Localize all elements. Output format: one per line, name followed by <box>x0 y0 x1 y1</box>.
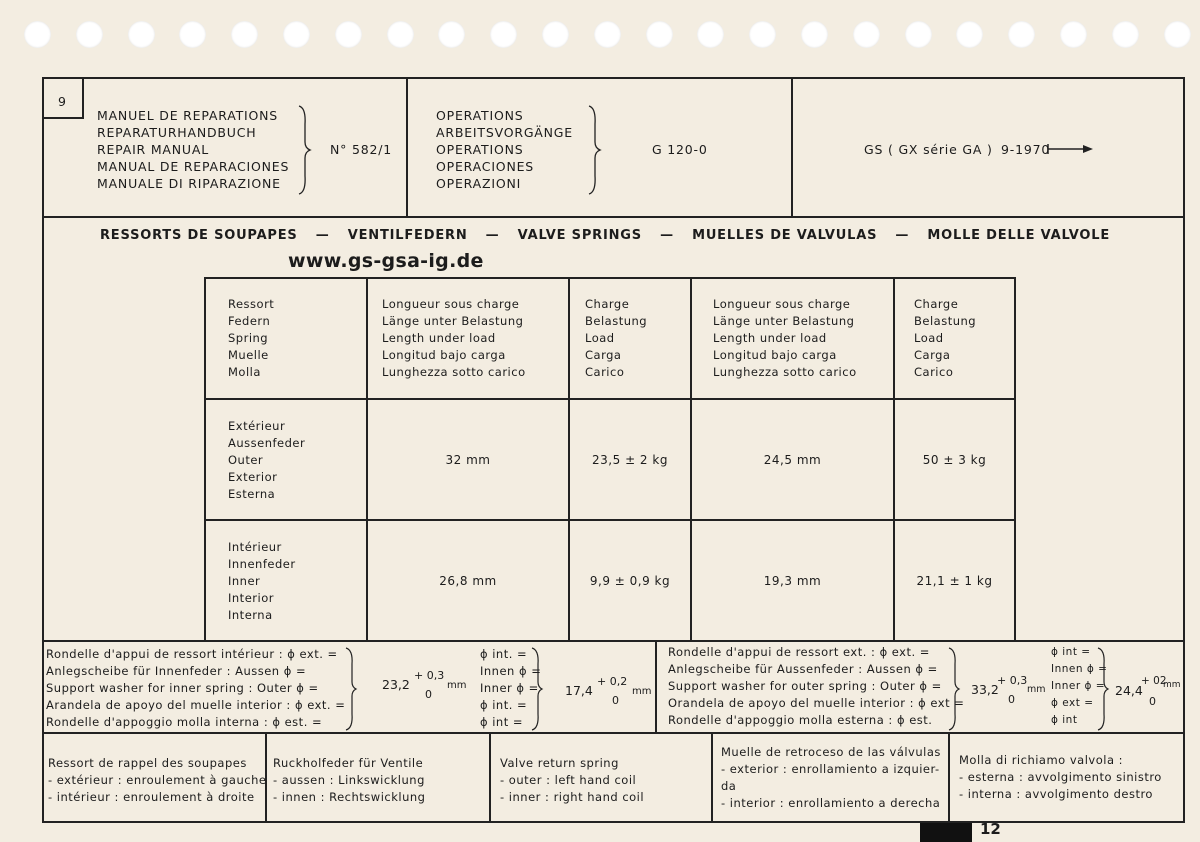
interior-load-2: 21,1 ± 1 kg <box>916 573 993 588</box>
outer-washer-outer-tol-minus: 0 <box>1008 693 1015 706</box>
inner-washer-outer-tol-plus: + 0,3 <box>414 669 445 682</box>
arrow-right-icon <box>1047 142 1097 156</box>
header-cell-length-1 <box>382 296 526 381</box>
header-text: Lunghezza sotto carico <box>713 365 857 379</box>
date: 9-1970 <box>1001 142 1051 157</box>
header-text: Longitud bajo carga <box>382 348 506 362</box>
row-label-text: Inner <box>228 574 261 588</box>
washer-brace-3 <box>947 646 961 732</box>
model: GS ( GX série GA ) <box>864 142 993 157</box>
binder-hole <box>956 21 983 48</box>
return-spring-es <box>721 744 941 812</box>
washer-int-line: ϕ ext = <box>1051 697 1094 709</box>
return-spring-en <box>500 755 644 806</box>
binder-hole <box>231 21 258 48</box>
washer-int-line: ϕ int = <box>1051 646 1091 658</box>
title-it: MOLLE DELLE VALVOLE <box>927 228 1110 243</box>
website-watermark: www.gs-gsa-ig.de <box>288 250 484 272</box>
washer-line: Anlegscheibe für Aussenfeder : Aussen ϕ = <box>668 662 938 676</box>
return-line: Muelle de retroceso de las válvulas <box>721 745 941 759</box>
binder-hole <box>1060 21 1087 48</box>
outer-washer-inner-unit: mm <box>1163 680 1181 690</box>
row-label-text: Intérieur <box>228 540 282 554</box>
binder-hole <box>1112 21 1139 48</box>
header-text: Charge <box>914 297 959 311</box>
return-line: - aussen : Linkswicklung <box>273 773 425 787</box>
header-text: Carico <box>585 365 625 379</box>
header-text: Carga <box>585 348 622 362</box>
binder-hole <box>335 21 362 48</box>
operations-title-es: OPERACIONES <box>436 159 535 174</box>
binder-hole <box>1008 21 1035 48</box>
title-dash-3: — <box>660 228 674 243</box>
return-line: - interior : enrollamiento a derecha <box>721 796 941 810</box>
return-line: - intérieur : enroulement à droite <box>48 790 255 804</box>
washer-line: Arandela de apoyo del muelle interior : ϕ ext. = <box>46 698 346 712</box>
return-line: - interna : avvolgimento destro <box>959 787 1153 801</box>
inner-washer-inner-tol-plus: + 0,2 <box>597 675 628 688</box>
washer-bottom-rule <box>42 732 1185 734</box>
outer-washer-inner-tol-minus: 0 <box>1149 695 1156 708</box>
header-text: Lunghezza sotto carico <box>382 365 526 379</box>
return-line: - innen : Rechtswicklung <box>273 790 426 804</box>
title-dash-1: — <box>315 228 330 243</box>
title-dash-2: — <box>485 228 500 243</box>
title-de: VENTILFEDERN <box>347 228 468 243</box>
header-text: Spring <box>228 331 269 345</box>
inner-washer-outer-tol-minus: 0 <box>425 688 432 701</box>
header-text: Carga <box>914 348 951 362</box>
manual-number: N° 582/1 <box>330 142 392 157</box>
washer-line: Orandela de apoyo del muelle interior : ϕ ext = <box>668 696 965 710</box>
washer-line: Rondelle d'appoggio molla esterna : ϕ est. <box>668 713 933 727</box>
exterior-load-1: 23,5 ± 2 kg <box>592 452 668 467</box>
row-label-text: Extérieur <box>228 419 286 433</box>
page-number-bar <box>920 823 972 842</box>
manual-title-it: MANUALE DI RIPARAZIONE <box>97 176 281 191</box>
binder-hole <box>905 21 932 48</box>
exterior-length-1: 32 mm <box>445 452 491 467</box>
binder-hole <box>179 21 206 48</box>
return-line: Molla di richiamo valvola : <box>959 753 1124 767</box>
page-number: 12 <box>980 820 1001 838</box>
return-divider-3 <box>711 732 713 823</box>
washer-int-line: Innen ϕ = <box>1051 663 1108 675</box>
return-line: - esterna : avvolgimento sinistro <box>959 770 1162 784</box>
binder-hole <box>594 21 621 48</box>
washer-top-rule <box>42 640 1185 642</box>
operations-title-it: OPERAZIONI <box>436 176 522 191</box>
washer-line: Rondelle d'appui de ressort intérieur : ϕ ext. = <box>46 647 338 661</box>
page-ref: 9 <box>58 94 67 109</box>
return-divider-2 <box>489 732 491 823</box>
header-text: Length under load <box>382 331 496 345</box>
row-label-text: Exterior <box>228 470 278 484</box>
return-line: - outer : left hand coil <box>500 773 637 787</box>
header-text: Belastung <box>914 314 977 328</box>
operation-code: G 120-0 <box>652 142 708 157</box>
interior-load-1: 9,9 ± 0,9 kg <box>589 573 671 588</box>
return-line: da <box>721 779 737 793</box>
outer-washer-outer-tol-plus: + 0,3 <box>997 674 1028 687</box>
manual-title-en: REPAIR MANUAL <box>97 142 209 157</box>
washer-int-line: ϕ int = <box>480 715 524 729</box>
header-divider-2 <box>791 77 793 218</box>
return-spring-fr <box>48 755 266 806</box>
binder-hole <box>387 21 414 48</box>
washer-line: Support washer for outer spring : Outer ϕ = <box>668 679 942 693</box>
header-text: Ressort <box>228 297 275 311</box>
return-spring-de <box>273 755 425 806</box>
row-label-exterior <box>228 418 305 503</box>
outer-washer-outer-unit: mm <box>1027 684 1046 695</box>
section-title <box>100 228 1110 243</box>
washer-int-line: ϕ int. = <box>480 647 528 661</box>
return-line: Ressort de rappel des soupapes <box>48 756 247 770</box>
inner-washer-lines <box>46 646 345 731</box>
outer-washer-outer-value: 33,2 <box>971 682 999 697</box>
washer-line: Anlegscheibe für Innenfeder : Aussen ϕ = <box>46 664 307 678</box>
header-text: Muelle <box>228 348 269 362</box>
header-text: Belastung <box>585 314 648 328</box>
washer-line: Rondelle d'appoggio molla interna : ϕ est. = <box>46 715 323 729</box>
washer-divider <box>655 640 657 733</box>
header-text: Load <box>585 331 615 345</box>
outer-washer-lines <box>668 644 964 729</box>
washer-line: Rondelle d'appui de ressort ext. : ϕ ext. = <box>668 645 930 659</box>
binder-hole <box>542 21 569 48</box>
inner-washer-outer-value: 23,2 <box>382 677 410 692</box>
washer-brace-2 <box>530 646 544 732</box>
inner-washer-inner-value: 17,4 <box>565 683 593 698</box>
row-label-interior <box>228 539 296 624</box>
outer-washer-inner-value: 24,4 <box>1115 683 1143 698</box>
header-brace-1 <box>296 104 312 196</box>
header-text: Load <box>914 331 944 345</box>
interior-length-1: 26,8 mm <box>439 573 497 588</box>
binder-hole <box>749 21 776 48</box>
outer-washer-inner-tol-plus: + 02 <box>1141 675 1167 687</box>
binder-hole <box>283 21 310 48</box>
washer-brace-4 <box>1096 646 1110 732</box>
inner-washer-inner-unit: mm <box>632 686 652 697</box>
manual-title-es: MANUAL DE REPARACIONES <box>97 159 290 174</box>
binder-hole <box>1164 21 1191 48</box>
row-label-text: Innenfeder <box>228 557 296 571</box>
header-text: Charge <box>585 297 630 311</box>
exterior-load-2: 50 ± 3 kg <box>922 452 987 467</box>
title-dash-4: — <box>895 228 910 243</box>
inner-washer-inner-tol-minus: 0 <box>612 694 619 707</box>
inner-washer-outer-unit: mm <box>447 680 467 691</box>
binder-hole <box>490 21 517 48</box>
header-text: Länge unter Belastung <box>382 314 524 328</box>
row-label-text: Interior <box>228 591 274 605</box>
return-divider-4 <box>948 732 950 823</box>
washer-int-line: Innen ϕ = <box>480 664 542 678</box>
washer-line: Support washer for inner spring : Outer ϕ = <box>46 681 319 695</box>
washer-brace-1 <box>344 646 358 732</box>
header-text: Molla <box>228 365 261 379</box>
return-line: - extérieur : enroulement à gauche <box>48 773 267 787</box>
binder-hole <box>697 21 724 48</box>
header-text: Länge unter Belastung <box>713 314 855 328</box>
binder-hole <box>438 21 465 48</box>
interior-length-2: 19,3 mm <box>763 573 822 588</box>
header-text: Longueur sous charge <box>382 297 520 311</box>
header-text: Longitud bajo carga <box>713 348 837 362</box>
header-cell-length-2 <box>713 296 857 381</box>
return-line: Valve return spring <box>500 756 619 770</box>
row-label-text: Aussenfeder <box>228 436 306 450</box>
binder-hole <box>24 21 51 48</box>
header-bottom-rule <box>42 216 1185 218</box>
header-cell-spring <box>228 296 274 381</box>
header-brace-2 <box>586 104 602 196</box>
binder-hole <box>853 21 880 48</box>
title-es: MUELLES DE VALVULAS <box>692 228 878 243</box>
operations-titles <box>436 107 573 192</box>
return-line: - inner : right hand coil <box>500 790 645 804</box>
row-label-text: Esterna <box>228 487 276 501</box>
exterior-length-2: 24,5 mm <box>763 452 822 467</box>
washer-int-line: ϕ int <box>1051 714 1078 726</box>
header-cell-load-2 <box>914 296 976 381</box>
row-label-text: Outer <box>228 453 264 467</box>
operations-title-fr: OPERATIONS <box>436 108 524 123</box>
return-line: Ruckholfeder für Ventile <box>273 756 424 770</box>
header-text: Length under load <box>713 331 827 345</box>
operations-title-en: OPERATIONS <box>436 142 524 157</box>
manual-title-de: REPARATURHANDBUCH <box>97 125 257 140</box>
washer-int-line: ϕ int. = <box>480 698 528 712</box>
binder-hole <box>801 21 828 48</box>
manual-titles <box>97 107 289 192</box>
header-text: Longueur sous charge <box>713 297 851 311</box>
title-en: VALVE SPRINGS <box>517 228 642 243</box>
operations-title-de: ARBEITSVORGÄNGE <box>436 125 573 140</box>
binder-hole <box>76 21 103 48</box>
binder-hole <box>128 21 155 48</box>
washer-int-line: Inner ϕ = <box>1051 680 1106 692</box>
header-divider-1 <box>406 77 408 218</box>
washer-int-line: Inner ϕ = <box>480 681 539 695</box>
title-fr: RESSORTS DE SOUPAPES <box>100 228 298 243</box>
row-label-text: Interna <box>228 608 273 622</box>
return-spring-it <box>959 752 1162 803</box>
header-cell-load-1 <box>585 296 647 381</box>
binder-hole <box>646 21 673 48</box>
header-text: Carico <box>914 365 954 379</box>
manual-title-fr: MANUEL DE REPARATIONS <box>97 108 279 123</box>
return-line: - exterior : enrollamiento a izquier- <box>721 762 940 776</box>
header-text: Federn <box>228 314 271 328</box>
